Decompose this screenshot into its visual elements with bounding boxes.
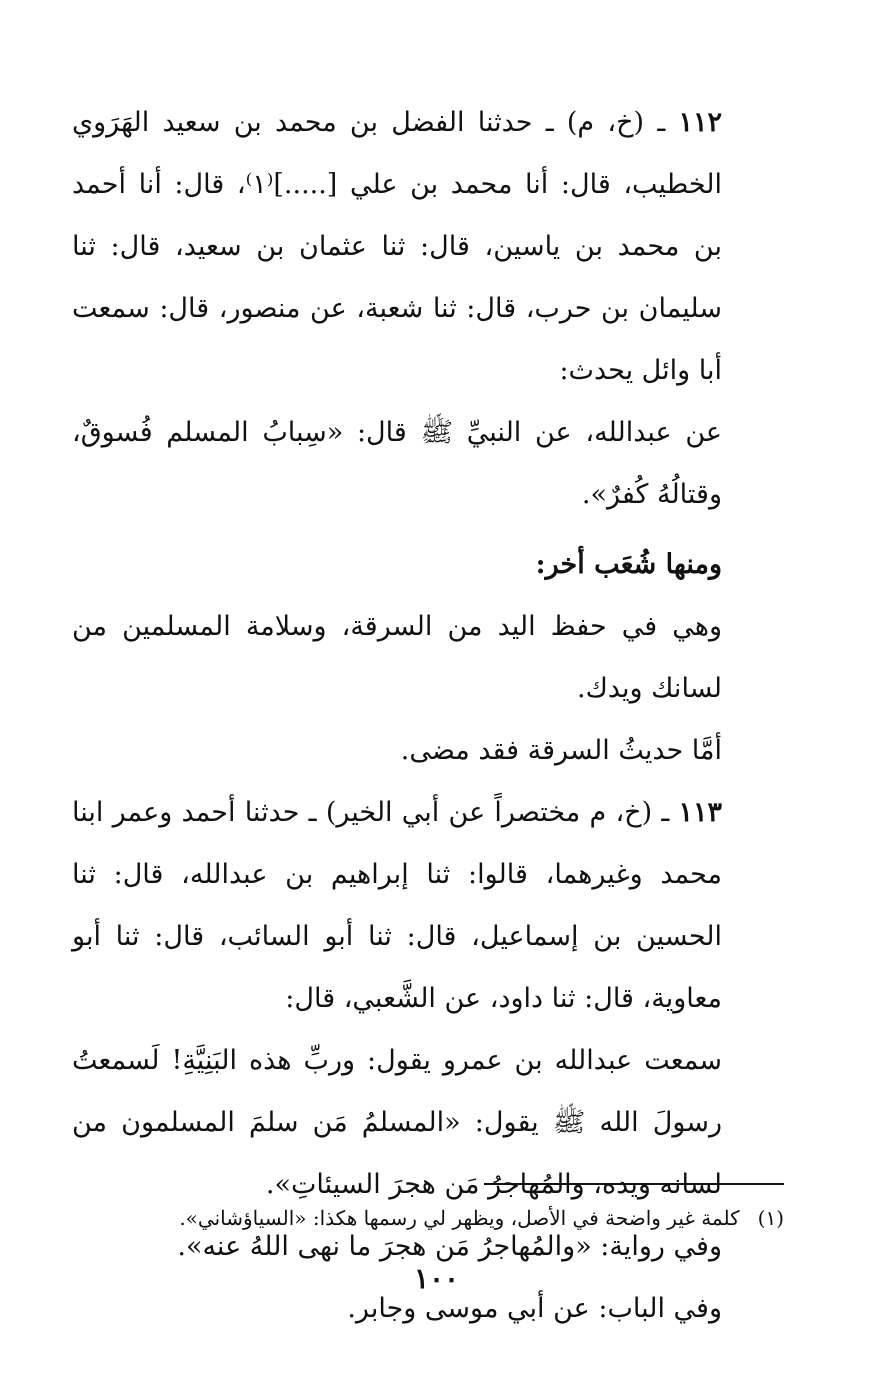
footnote-text: كلمة غير واضحة في الأصل، ويظهر لي رسمها هكذا: «السياؤشاني». — [179, 1206, 740, 1230]
section-heading: ومنها شُعَب أخر: — [535, 549, 722, 580]
page-number: ١٠٠ — [413, 1262, 460, 1295]
hadith-matn: عن عبدالله، عن النبيِّ ﷺ قال: «سِبابُ المسلم فُسوقٌ، وقتالُهُ كُفرٌ». — [72, 417, 722, 510]
page-body — [72, 92, 784, 1340]
hadith-number: ١١٣ — [678, 797, 722, 828]
hadith-isnad: ـ (خ، م مختصراً عن أبي الخير) ـ حدثنا أحمد وعمر ابنا محمد وغيرهما، قالوا: ثنا إبراهيم بن عبدالله، قال: ثنا الحسين بن إسماعيل، قال: ثنا أبو السائب، قال: ثنا أبو معاوية، قال: ثنا داود، عن الشَّعبي، قال: — [72, 797, 722, 1014]
footnote-marker: (١) — [757, 1206, 784, 1230]
hadith-113-paragraph — [72, 782, 784, 1030]
hadith-112-paragraph — [72, 92, 784, 402]
hadith-matn: سمعت عبدالله بن عمرو يقول: وربِّ هذه البَنِيَّةِ! لَسمعتُ رسولَ الله ﷺ يقول: «المسلمُ مَن سلمَ المسلمون من لسانه ويده، والمُهاجرُ مَن هجرَ السيئاتِ». — [72, 1045, 722, 1200]
body-text: أمَّا حديثُ السرقة فقد مضى. — [400, 735, 722, 766]
footnote-divider — [484, 1183, 784, 1185]
footnote — [84, 1200, 784, 1236]
hadith-number: ١١٢ — [678, 107, 722, 138]
body-text: وهي في حفظ اليد من السرقة، وسلامة المسلمين من لسانك ويدك. — [72, 611, 722, 704]
body-text: وفي رواية: «والمُهاجرُ مَن هجرَ ما نهى اللهُ عنه». — [177, 1231, 722, 1262]
body-text: وفي الباب: عن أبي موسى وجابر. — [347, 1293, 722, 1324]
hadith-isnad: ـ (خ، م) ـ حدثنا الفضل بن محمد بن سعيد الهَرَوي الخطيب، قال: أنا محمد بن علي [.....]⁽١⁾، قال: أنا أحمد بن محمد بن ياسين، قال: ثنا عثمان بن سعيد، قال: ثنا سليمان بن حرب، قال: ثنا شعبة، عن منصور، قال: سمعت أبا وائل يحدث: — [72, 107, 722, 386]
